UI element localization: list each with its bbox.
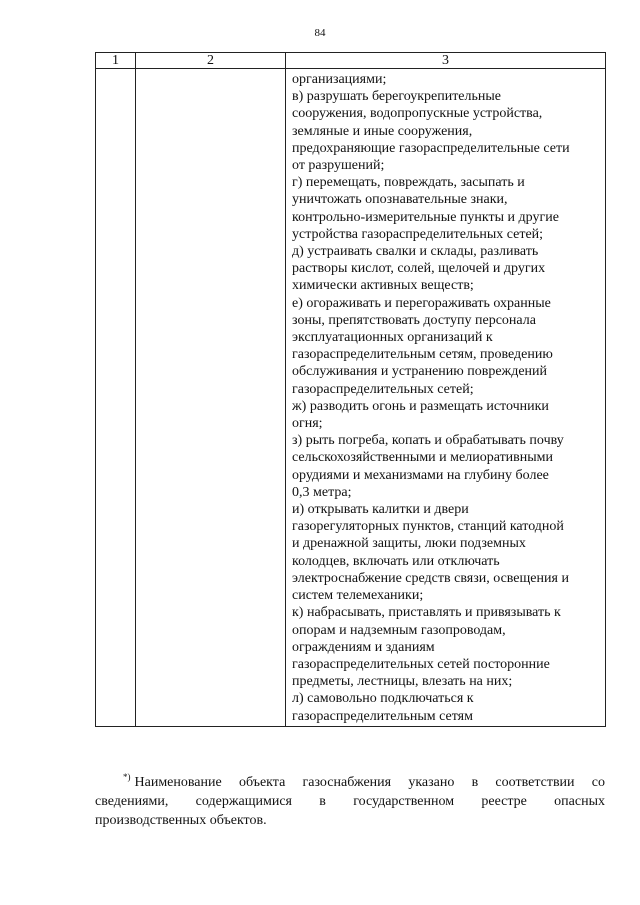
text-line: газорегуляторных пунктов, станций катодной (292, 519, 564, 535)
text-line: газораспределительным сетям, проведению (292, 347, 553, 363)
text-line: к) набрасывать, приставлять и привязывать к (292, 605, 561, 621)
text-line: огня; (292, 416, 323, 432)
column-header-3: 3 (286, 53, 606, 69)
text-line: д) устраивать свалки и склады, разливать (292, 244, 539, 260)
text-line: и) открывать калитки и двери (292, 502, 469, 518)
text-line: земляные и иные сооружения, (292, 123, 473, 139)
requirements-table (95, 52, 606, 727)
text-line: предметы, лестницы, влезать на них; (292, 674, 513, 690)
text-line: сооружения, водопропускные устройства, (292, 106, 543, 122)
footnote-marker: *) (123, 772, 131, 782)
text-line: от разрушений; (292, 158, 385, 174)
footnote-line-1 (95, 768, 605, 792)
text-line: устройства газораспределительных сетей; (292, 226, 544, 242)
text-line: химически активных веществ; (292, 278, 474, 294)
text-line: газораспределительных сетей; (292, 381, 474, 397)
text-line: ограждениям и зданиям (292, 639, 435, 655)
table-cell-col1 (96, 69, 136, 727)
table-row (96, 69, 606, 727)
footnote-text-1: Наименование объекта газоснабжения указано в соответствии со (134, 775, 605, 790)
text-line: растворы кислот, солей, щелочей и других (292, 261, 546, 277)
text-line: систем телемеханики; (292, 588, 424, 604)
text-line: уничтожать опознавательные знаки, (292, 192, 508, 208)
column-header-2: 2 (136, 53, 286, 69)
text-line: колодцев, включать или отключать (292, 553, 500, 569)
text-line: е) огораживать и перегораживать охранные (292, 295, 551, 311)
text-line: контрольно-измерительные пункты и другие (292, 209, 559, 225)
text-line: организациями; (292, 72, 387, 87)
footnote-line-2: сведениями, содержащимися в государственном реестре опасных (95, 794, 605, 809)
text-line: ж) разводить огонь и размещать источники (292, 398, 549, 414)
text-line: 0,3 метра; (292, 484, 352, 500)
text-line: предохраняющие газораспределительные сети (292, 140, 570, 156)
text-line: опорам и надземным газопроводам, (292, 622, 506, 638)
footnote (95, 768, 605, 830)
text-line: зоны, препятствовать доступу персонала (292, 312, 536, 328)
text-line: орудиями и механизмами на глубину более (292, 467, 549, 483)
prohibitions-text (286, 69, 605, 726)
text-line: г) перемещать, повреждать, засыпать и (292, 175, 525, 191)
text-line: газораспределительных сетей посторонние (292, 656, 550, 672)
text-line: з) рыть погреба, копать и обрабатывать почву (292, 433, 564, 449)
table-cell-col2 (136, 69, 286, 727)
page-number: 84 (314, 27, 326, 39)
text-line: электроснабжение средств связи, освещения и (292, 570, 569, 586)
text-line: и дренажной защиты, люки подземных (292, 536, 526, 552)
text-line: газораспределительным сетям (292, 708, 473, 724)
table-header-row (96, 53, 606, 69)
text-line: обслуживания и устранению повреждений (292, 364, 548, 380)
table-cell-col3 (286, 69, 606, 727)
text-line: сельскохозяйственными и мелиоративными (292, 450, 554, 466)
text-line: эксплуатационных организаций к (292, 330, 493, 346)
text-line: в) разрушать берегоукрепительные (292, 89, 502, 105)
column-header-1: 1 (96, 53, 136, 69)
text-line: л) самовольно подключаться к (292, 691, 474, 707)
footnote-line-3: производственных объектов. (95, 813, 267, 828)
